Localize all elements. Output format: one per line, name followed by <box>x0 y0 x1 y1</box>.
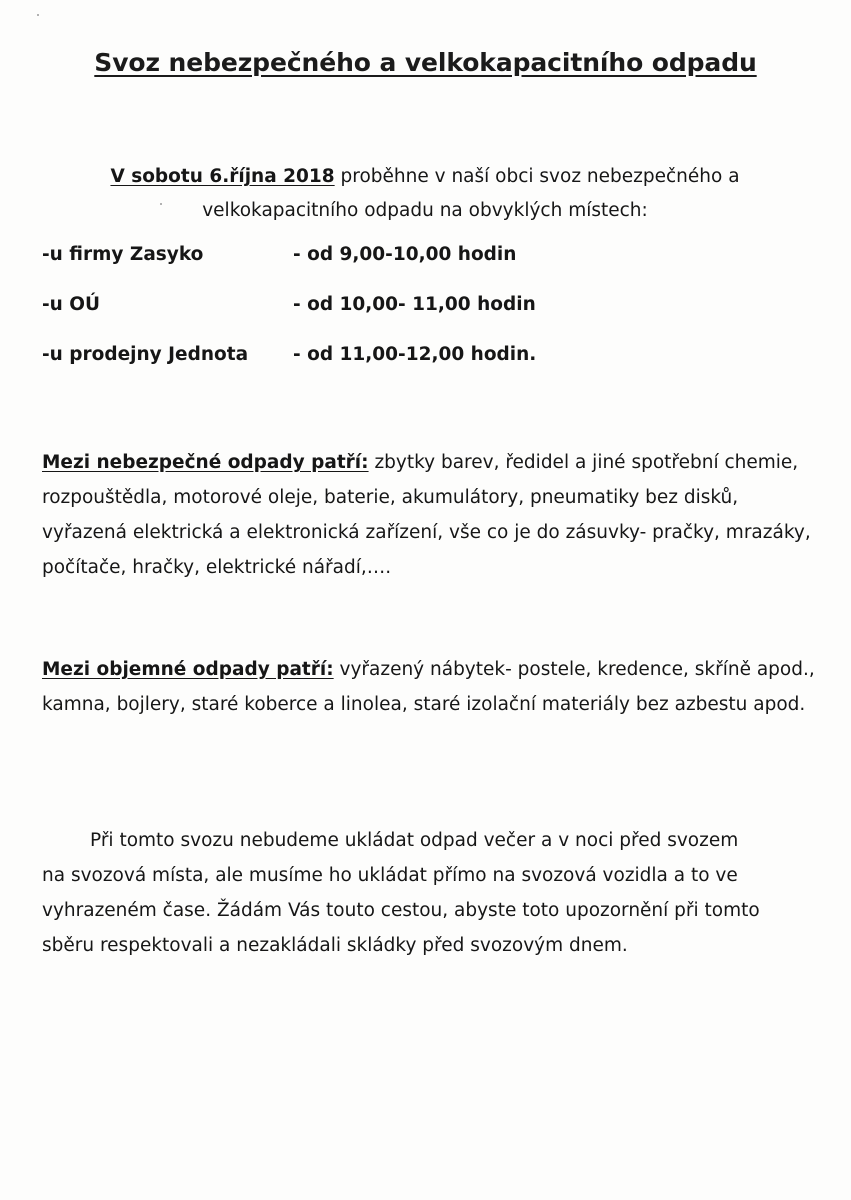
document-title: Svoz nebezpečného a velkokapacitního odpadu <box>94 48 757 77</box>
schedule-time: - od 10,00- 11,00 hodin <box>293 294 536 315</box>
intro-paragraph <box>60 160 790 228</box>
schedule-time: - od 9,00-10,00 hodin <box>293 244 517 265</box>
intro-text-line2: velkokapacitního odpadu na obvyklých místech: <box>202 200 648 221</box>
scan-speck <box>37 14 39 16</box>
schedule-place: -u firmy Zasyko <box>42 244 204 265</box>
schedule-place: -u prodejny Jednota <box>42 344 249 365</box>
schedule-row <box>42 294 742 344</box>
intro-date: V sobotu 6.října 2018 <box>110 166 335 187</box>
collection-schedule <box>42 244 742 394</box>
schedule-time: - od 11,00-12,00 hodin. <box>293 344 537 365</box>
bulky-waste-heading: Mezi objemné odpady patří: <box>42 659 334 680</box>
bulky-waste-paragraph <box>42 652 822 722</box>
hazardous-waste-text: zbytky barev, ředidel a jiné spotřební chemie, rozpouštědla, motorové oleje, baterie, akumulátory, pneumatiky bez disků, vyřazená elektrická a elektronická zařízení, vše co je do zásuvky- pračky, mrazáky, počítače, hračky, elektrické nářadí,…. <box>42 452 811 578</box>
schedule-row <box>42 344 742 394</box>
intro-text-line1: proběhne v naší obci svoz nebezpečného a <box>334 166 740 187</box>
hazardous-waste-paragraph <box>42 445 822 585</box>
bulky-waste-text: vyřazený nábytek- postele, kredence, skříně apod., kamna, bojlery, staré koberce a linolea, staré izolační materiály bez azbestu apod. <box>42 659 815 715</box>
notice-paragraph: Při tomto svozu nebudeme ukládat odpad večer a v noci před svozem na svozová místa, ale musíme ho ukládat přímo na svozová vozidla a to ve vyhrazeném čase. Žádám Vás touto cestou, abyste toto upozornění při tomto sběru respektovali a nezakládali skládky před svozovým dnem. <box>42 830 760 956</box>
schedule-place: -u OÚ <box>42 294 101 315</box>
hazardous-waste-heading: Mezi nebezpečné odpady patří: <box>42 452 369 473</box>
schedule-row <box>42 244 742 294</box>
